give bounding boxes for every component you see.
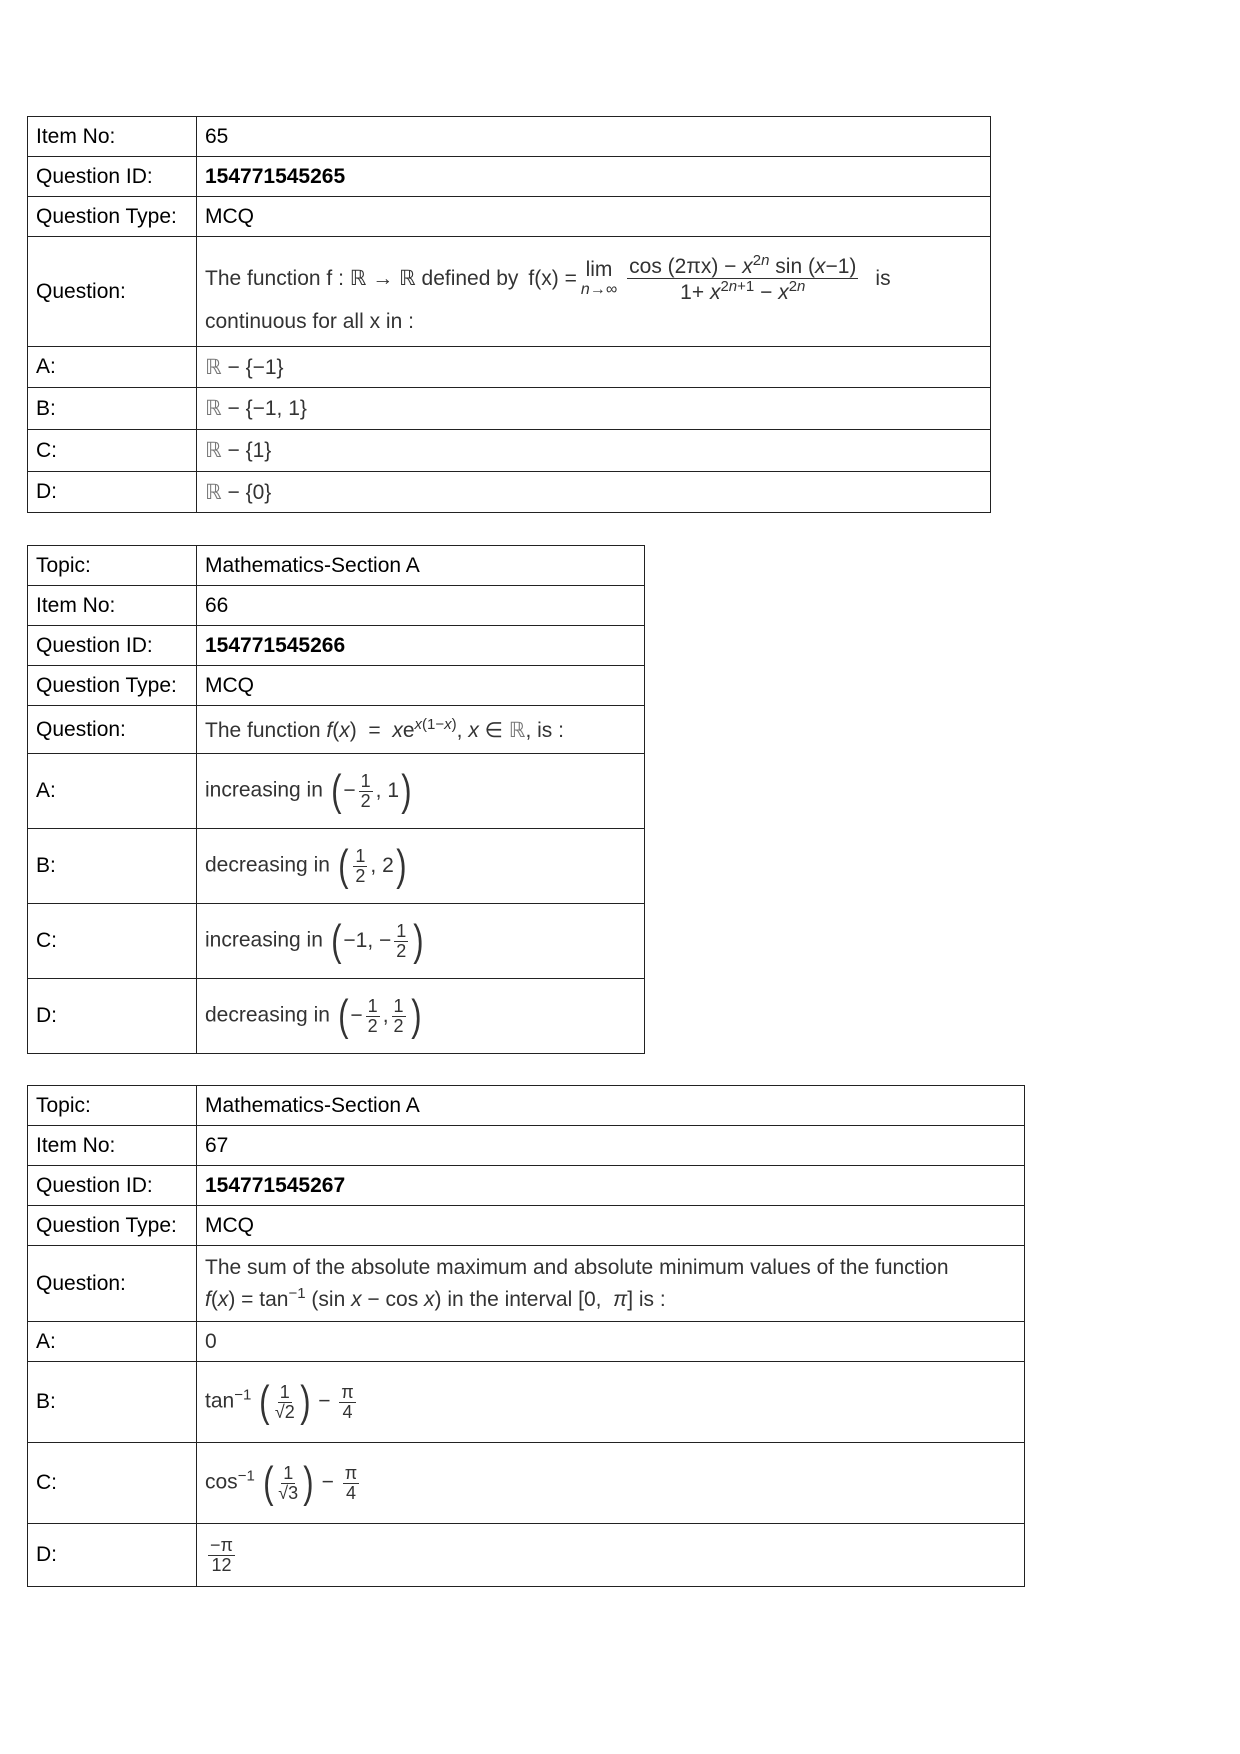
option-a-value: ℝ − {−1} xyxy=(197,347,991,388)
question-id-value: 154771545266 xyxy=(197,626,645,666)
label-question: Question: xyxy=(28,706,197,754)
option-b-value: $\tan^{-1}$ ( $\frac{1}{√2}$ ) − $\frac{\pi}{4}$ xyxy=(197,1362,1025,1443)
question-line-1: The sum of the absolute maximum and absolute minimum values of the function xyxy=(205,1256,949,1280)
label-option-c: C: xyxy=(28,904,197,979)
label-question-id: Question ID: xyxy=(28,157,197,197)
label-question: Question: xyxy=(28,237,197,347)
question-table-67 xyxy=(27,1085,1025,1587)
question-table-65 xyxy=(27,116,991,513)
question-fx: f(x) = xyxy=(528,266,577,290)
label-option-b: B: xyxy=(28,388,197,430)
label-question-id: Question ID: xyxy=(28,626,197,666)
label-question: Question: xyxy=(28,1246,197,1322)
limit-fraction: $\frac{\cos (2\pi x) - x^{2n} \sin (x-1)}{1+ x^{2n+1} - x^{2n}}$ xyxy=(629,251,857,304)
question-table-66 xyxy=(27,545,645,1054)
label-question-type: Question Type: xyxy=(28,1206,197,1246)
option-a-value: 0 xyxy=(197,1322,1025,1362)
label-option-b: B: xyxy=(28,1362,197,1443)
limit-subscript: n→∞ xyxy=(580,281,618,299)
label-topic: Topic: xyxy=(28,1086,197,1126)
question-text-pre: The function f : ℝ → ℝ defined by xyxy=(205,267,519,290)
option-d-value: ℝ − {0} xyxy=(197,472,991,513)
item-no-value: 67 xyxy=(197,1126,1025,1166)
item-no-value: 65 xyxy=(197,117,991,157)
question-text-post: continuous for all x in : xyxy=(205,310,414,334)
label-question-id: Question ID: xyxy=(28,1166,197,1206)
limit-word: lim xyxy=(585,258,613,282)
label-item-no: Item No: xyxy=(28,586,197,626)
item-no-value: 66 xyxy=(197,586,645,626)
option-c-value: increasing in ( −1, − $\frac{1}{2}$ ) xyxy=(197,904,645,979)
topic-value: Mathematics-Section A xyxy=(197,1086,1025,1126)
label-item-no: Item No: xyxy=(28,1126,197,1166)
label-option-a: A: xyxy=(28,1322,197,1362)
topic-value: Mathematics-Section A xyxy=(197,546,645,586)
label-option-d: D: xyxy=(28,1524,197,1587)
label-option-c: C: xyxy=(28,430,197,472)
label-option-b: B: xyxy=(28,829,197,904)
option-d-value: $\frac{-\pi}{12}$ xyxy=(197,1524,1025,1587)
question-text xyxy=(197,1246,1025,1322)
question-text xyxy=(197,237,991,347)
question-line-2: $f(x) = \tan^{-1} (\sin$ x − cos x) in the interval [0, π] is : xyxy=(205,1284,666,1311)
option-a-value: increasing in ( − $\frac{1}{2}$ , 1 ) xyxy=(197,754,645,829)
label-option-d: D: xyxy=(28,979,197,1054)
question-id-value: 154771545265 xyxy=(197,157,991,197)
option-c-value: $\cos^{-1}$ ( $\frac{1}{√3}$ ) − $\frac{\pi}{4}$ xyxy=(197,1443,1025,1524)
question-text: The function $f(x) = xe^{x(1-x)}$, x ∈ ℝ, is : xyxy=(197,706,645,754)
question-id-value: 154771545267 xyxy=(197,1166,1025,1206)
label-question-type: Question Type: xyxy=(28,197,197,237)
option-b-value: decreasing in ( $\frac{1}{2}$ , 2 ) xyxy=(197,829,645,904)
label-item-no: Item No: xyxy=(28,117,197,157)
label-option-a: A: xyxy=(28,754,197,829)
label-option-d: D: xyxy=(28,472,197,513)
question-is: is xyxy=(875,266,891,290)
option-c-value: ℝ − {1} xyxy=(197,430,991,472)
option-b-value: ℝ − {−1, 1} xyxy=(197,388,991,430)
label-question-type: Question Type: xyxy=(28,666,197,706)
question-type-value: MCQ xyxy=(197,197,991,237)
label-option-a: A: xyxy=(28,347,197,388)
question-type-value: MCQ xyxy=(197,1206,1025,1246)
label-topic: Topic: xyxy=(28,546,197,586)
question-type-value: MCQ xyxy=(197,666,645,706)
limit-expression xyxy=(581,258,617,299)
label-option-c: C: xyxy=(28,1443,197,1524)
option-d-value: decreasing in ( − $\frac{1}{2}$ , $\frac{1}{2}$ ) xyxy=(197,979,645,1054)
